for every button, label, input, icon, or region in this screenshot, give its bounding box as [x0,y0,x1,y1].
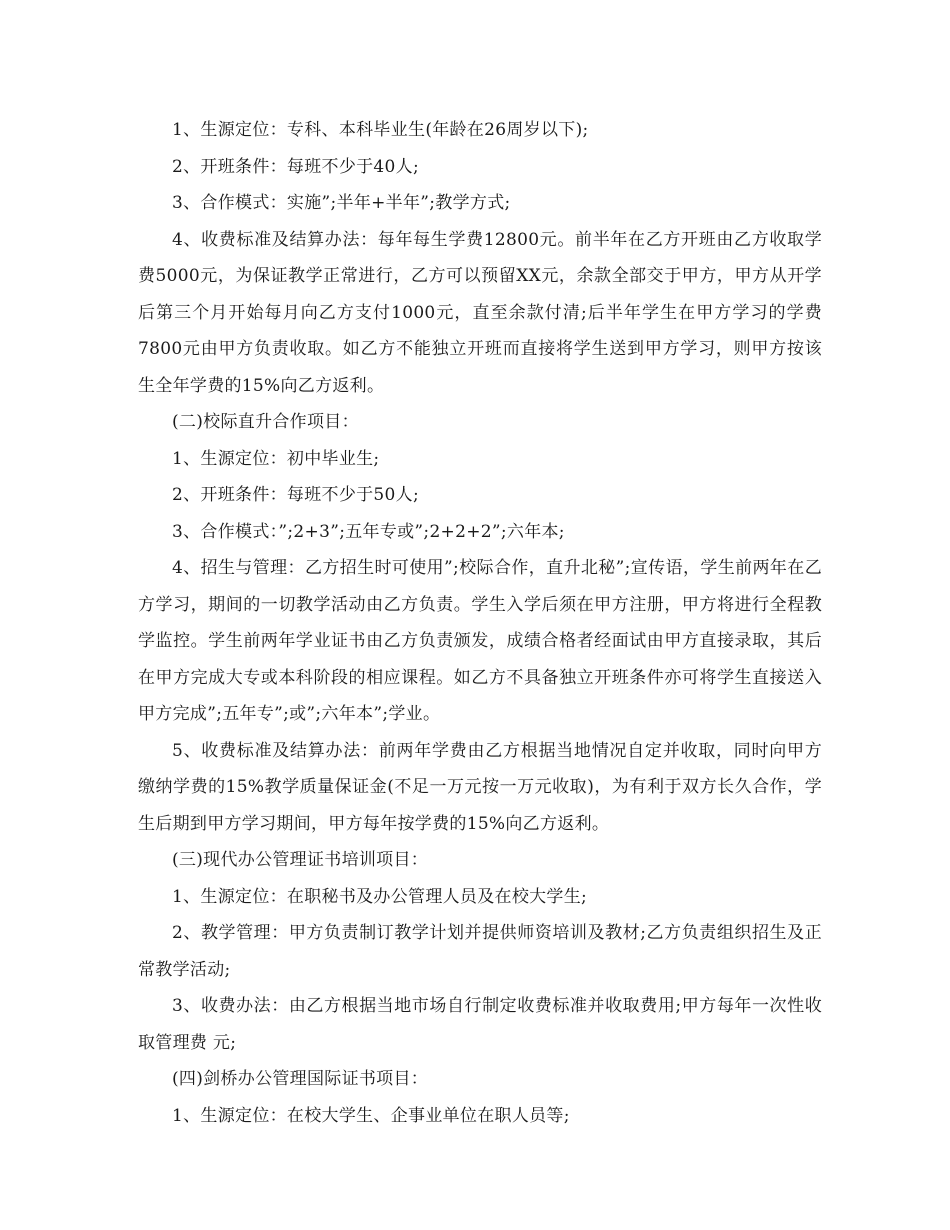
section-heading-4: (四)剑桥办公管理国际证书项目： [172,1069,429,1089]
paragraph-12: 1、生源定位：在职秘书及办公管理人员及在校大学生; [172,886,588,907]
section-heading-3: (三)现代办公管理证书培训项目： [172,850,429,870]
paragraph-3: 3、合作模式：实施”;半年+半年”;教学方式; [172,193,511,213]
section-heading-2: (二)校际直升合作项目： [172,412,359,432]
paragraph-2: 2、开班条件：每班不少于40人; [172,156,419,177]
paragraph-6: 1、生源定位：初中毕业生; [172,448,380,469]
document-body [138,112,822,1134]
paragraph-16: 1、生源定位：在校大学生、企事业单位在职人员等; [172,1105,570,1126]
paragraph-4: 4、收费标准及结算办法：每年每生学费12800元。前半年在乙方开班由乙方收取学费5000元，为保证教学正常进行，乙方可以预留XX元，余款全部交于甲方，甲方从开学后第三个月开始每月向乙方支付1000元，直至余款付清;后半年学生在甲方学习的学费7800元由甲方负责收取。如乙方不能独立开班而直接将学生送到甲方学习，则甲方按该生全年学费的15%向乙方返利。 [138,229,822,396]
paragraph-8: 3、合作模式：”;2+3”;五年专或”;2+2+2”;六年本; [172,521,565,542]
paragraph-7: 2、开班条件：每班不少于50人; [172,485,419,505]
paragraph-13: 2、教学管理：甲方负责制订教学计划并提供师资培训及教材;乙方负责组织招生及正常教学活动; [138,923,822,980]
paragraph-10: 5、收费标准及结算办法：前两年学费由乙方根据当地情况自定并收取，同时向甲方缴纳学费的15%教学质量保证金(不足一万元按一万元收取)，为有利于双方长久合作，学生后期到甲方学习期间，甲方每年按学费的15%向乙方返利。 [138,740,822,834]
paragraph-9: 4、招生与管理：乙方招生时可使用”;校际合作，直升北秘”;宣传语，学生前两年在乙方学习，期间的一切教学活动由乙方负责。学生入学后须在甲方注册，甲方将进行全程教学监控。学生前两年学业证书由乙方负责颁发，成绩合格者经面试由甲方直接录取，其后在甲方完成大专或本科阶段的相应课程。如乙方不具备独立开班条件亦可将学生直接送入甲方完成”;五年专”;或”;六年本”;学业。 [138,558,822,724]
paragraph-14: 3、收费办法：由乙方根据当地市场自行制定收费标准并收取费用;甲方每年一次性收取管理费 元; [138,996,822,1053]
paragraph-1: 1、生源定位：专科、本科毕业生(年龄在26周岁以下); [172,120,589,140]
